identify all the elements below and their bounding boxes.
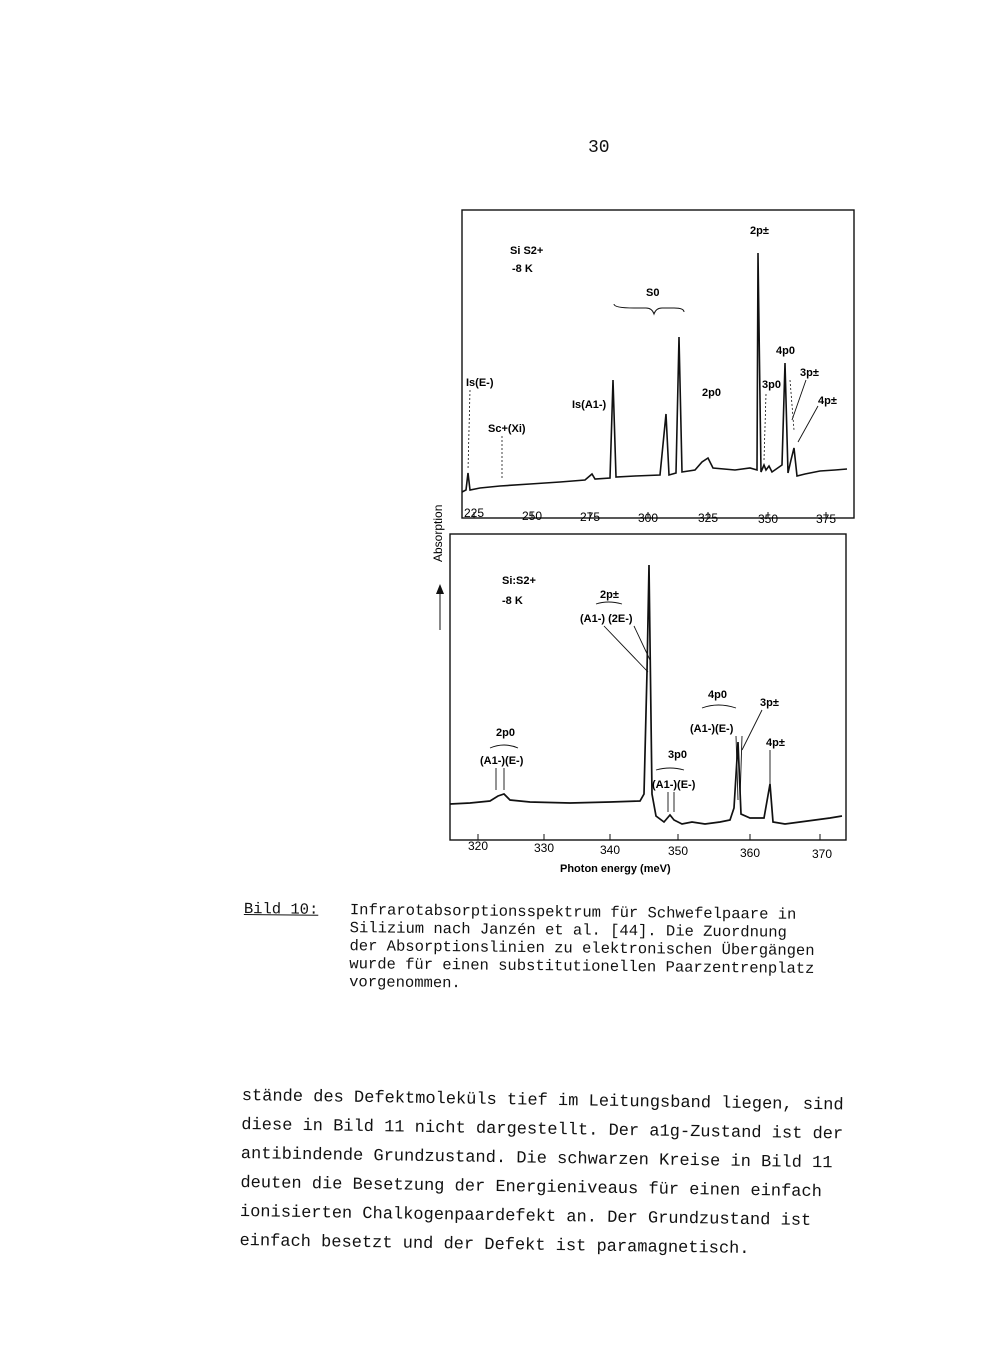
body-line: antibindende Grundzustand. Die schwarzen Kreise in Bild 11: [240, 1144, 833, 1174]
top-4ppm-leader: [798, 406, 818, 442]
top-3ppm-leader: [792, 380, 806, 420]
bottom-4ppm-label: 4p±: [766, 737, 785, 749]
bottom-4p0-label: 4p0: [708, 689, 727, 701]
top-2p0-label: 2p0: [702, 387, 721, 399]
body-line: deuten die Besetzung der Energieniveaus für einen einfach: [240, 1173, 822, 1203]
bottom-overbars: [490, 602, 736, 770]
bottom-4p0-symmetry: (A1-)(E-): [690, 723, 734, 735]
bottom-temperature-label: -8 K: [502, 595, 523, 607]
top-temperature-label: -8 K: [512, 263, 533, 275]
body-paragraph: [239, 1082, 942, 1267]
top-tick-225: 225: [464, 506, 485, 520]
bottom-tick-370: 370: [812, 847, 833, 861]
figure-caption: [243, 900, 944, 993]
bottom-tick-340: 340: [600, 843, 621, 857]
top-tick-350: 350: [758, 512, 779, 526]
bottom-leader-lines: [496, 626, 770, 812]
bottom-2p0-symmetry: (A1-)(E-): [480, 755, 524, 767]
top-sc-label: Sc+(Xi): [488, 423, 526, 435]
top-sample-label: Si S2+: [510, 245, 544, 257]
caption-line: Infrarotabsorptionsspektrum für Schwefelpaare in: [349, 901, 797, 924]
top-4ppm-label: 4p±: [818, 395, 837, 407]
caption-line: wurde für einen substitutionellen Paarzentrenplatz: [349, 955, 815, 978]
body-line: einfach besetzt und der Defekt ist paramagnetisch.: [239, 1231, 750, 1259]
top-4p0-label: 4p0: [776, 345, 795, 357]
caption-text: [349, 901, 944, 997]
top-3p0-label: 3p0: [762, 379, 781, 391]
caption-line: der Absorptionslinien zu elektronischen Übergängen: [349, 937, 815, 960]
top-is-e-label: Is(E-): [466, 377, 494, 389]
body-line: ionisierten Chalkogenpaardefekt an. Der Grundzustand ist: [239, 1202, 812, 1231]
bottom-2ppm-symmetry: (A1-) (2E-): [580, 613, 633, 625]
bottom-3ppm-label: 3p±: [760, 697, 779, 709]
bottom-tick-320: 320: [468, 839, 489, 853]
bottom-x-ticks: [478, 834, 820, 840]
top-tick-275: 275: [580, 510, 601, 524]
body-line: stände des Defektmoleküls tief im Leitungsband liegen, sind: [241, 1086, 844, 1116]
body-line: diese in Bild 11 nicht dargestellt. Der a1g-Zustand ist der: [241, 1115, 844, 1145]
top-is-a-label: Is(A1-): [572, 399, 607, 411]
bottom-2ppm-label: 2p±: [600, 589, 619, 601]
infrared-spectrum-figure: [420, 190, 860, 880]
caption-label: Bild 10:: [243, 900, 319, 919]
y-axis-label: Absorption: [431, 504, 445, 562]
top-s0-label: S0: [646, 287, 660, 299]
bottom-3p0-label: 3p0: [668, 749, 687, 761]
bottom-sample-label: Si:S2+: [502, 575, 536, 587]
y-axis-arrow-head: [436, 584, 444, 594]
top-2ppm-label: 2p±: [750, 225, 769, 237]
top-tick-375: 375: [816, 512, 837, 526]
top-s0-brace: [614, 304, 684, 314]
page-number: 30: [588, 138, 610, 158]
top-3ppm-label: 3p±: [800, 367, 819, 379]
bottom-tick-350: 350: [668, 844, 689, 858]
x-axis-label: Photon energy (meV): [560, 863, 671, 875]
top-tick-250: 250: [522, 509, 543, 523]
bottom-3p0-symmetry: (A1-)(E-): [652, 779, 696, 791]
bottom-tick-360: 360: [740, 846, 761, 860]
caption-line: Silizium nach Janzén et al. [44]. Die Zuordnung: [349, 919, 787, 942]
top-tick-325: 325: [698, 511, 719, 525]
top-tick-300: 300: [638, 511, 659, 525]
caption-line: vorgenommen.: [349, 973, 461, 993]
bottom-2p0-label: 2p0: [496, 727, 515, 739]
bottom-tick-330: 330: [534, 841, 555, 855]
